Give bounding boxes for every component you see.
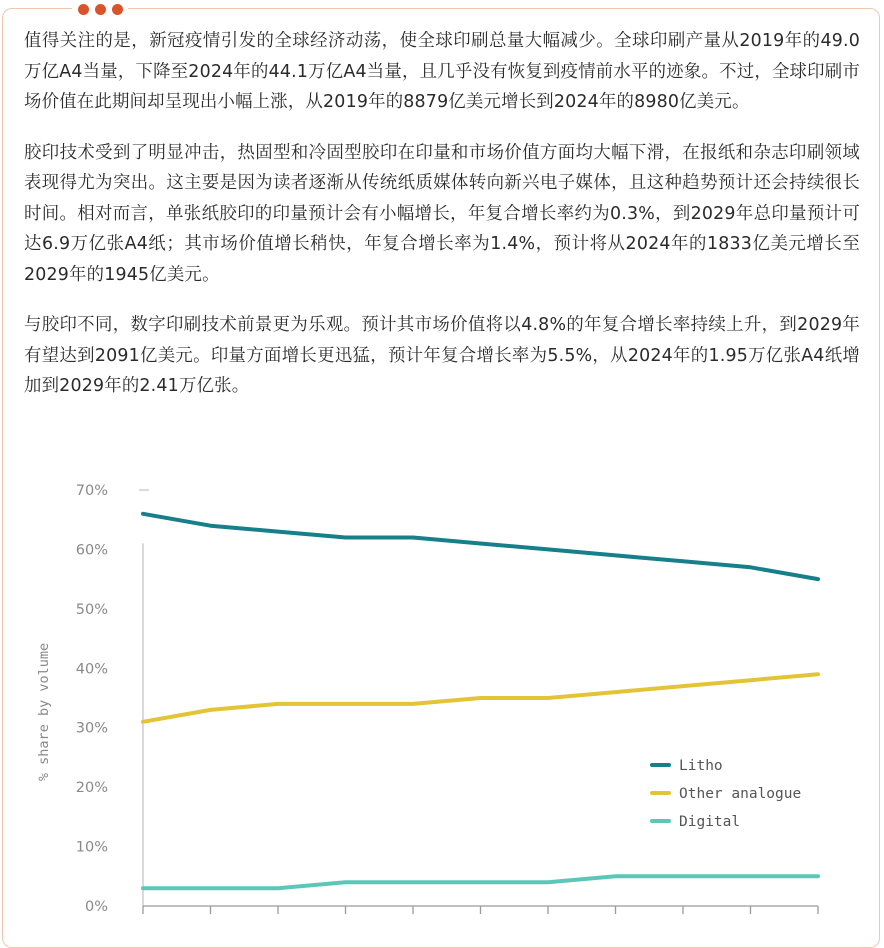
chart-svg (10, 472, 870, 922)
y-tick-label: 60% (76, 542, 108, 558)
y-axis-title: % share by volume (36, 643, 52, 781)
three-dots-icon (72, 0, 128, 18)
legend-label-digital: Digital (679, 814, 740, 830)
y-tick-label: 0% (85, 899, 108, 915)
y-tick-label: 20% (76, 780, 108, 796)
y-tick-label: 40% (76, 661, 108, 677)
dot-icon (78, 4, 89, 15)
paragraph-volume-overview: 值得关注的是，新冠疫情引发的全球经济动荡，使全球印刷总量大幅减少。全球印刷产量从2019年的49.0万亿A4当量，下降至2024年的44.1万亿A4当量，且几乎没有恢复到疫情前水平的迹象。不过，全球印刷市场价值在此期间却呈现出小幅上涨，从2019年的8879亿美元增长到2024年的8980亿美元。 (24, 26, 860, 118)
share-by-volume-chart (10, 472, 870, 922)
paragraph-litho: 胶印技术受到了明显冲击，热固型和冷固型胶印在印量和市场价值方面均大幅下滑，在报纸和杂志印刷领域表现得尤为突出。这主要是因为读者逐渐从传统纸质媒体转向新兴电子媒体，且这种趋势预计还会持续很长时间。相对而言，单张纸胶印的印量预计会有小幅增长，年复合增长率约为0.3%，到2029年总印量预计可达6.9万亿张A4纸；其市场价值增长稍快，年复合增长率为1.4%，预计将从2024年的1833亿美元增长至2029年的1945亿美元。 (24, 138, 860, 291)
y-tick-label: 50% (76, 602, 108, 618)
y-tick-label: 70% (76, 483, 108, 499)
legend-label-litho: Litho (679, 758, 723, 774)
y-tick-label: 10% (76, 840, 108, 856)
series-line-litho (143, 514, 818, 579)
series-line-digital (143, 876, 818, 888)
y-tick-label: 30% (76, 721, 108, 737)
dot-icon (112, 4, 123, 15)
paragraph-digital: 与胶印不同，数字印刷技术前景更为乐观。预计其市场价值将以4.8%的年复合增长率持续上升，到2029年有望达到2091亿美元。印量方面增长更迅猛，预计年复合增长率为5.5%，从2024年的1.95万亿张A4纸增加到2029年的2.41万亿张。 (24, 310, 860, 402)
article-body (24, 26, 860, 422)
dot-icon (95, 4, 106, 15)
legend-label-other-analogue: Other analogue (679, 786, 801, 802)
